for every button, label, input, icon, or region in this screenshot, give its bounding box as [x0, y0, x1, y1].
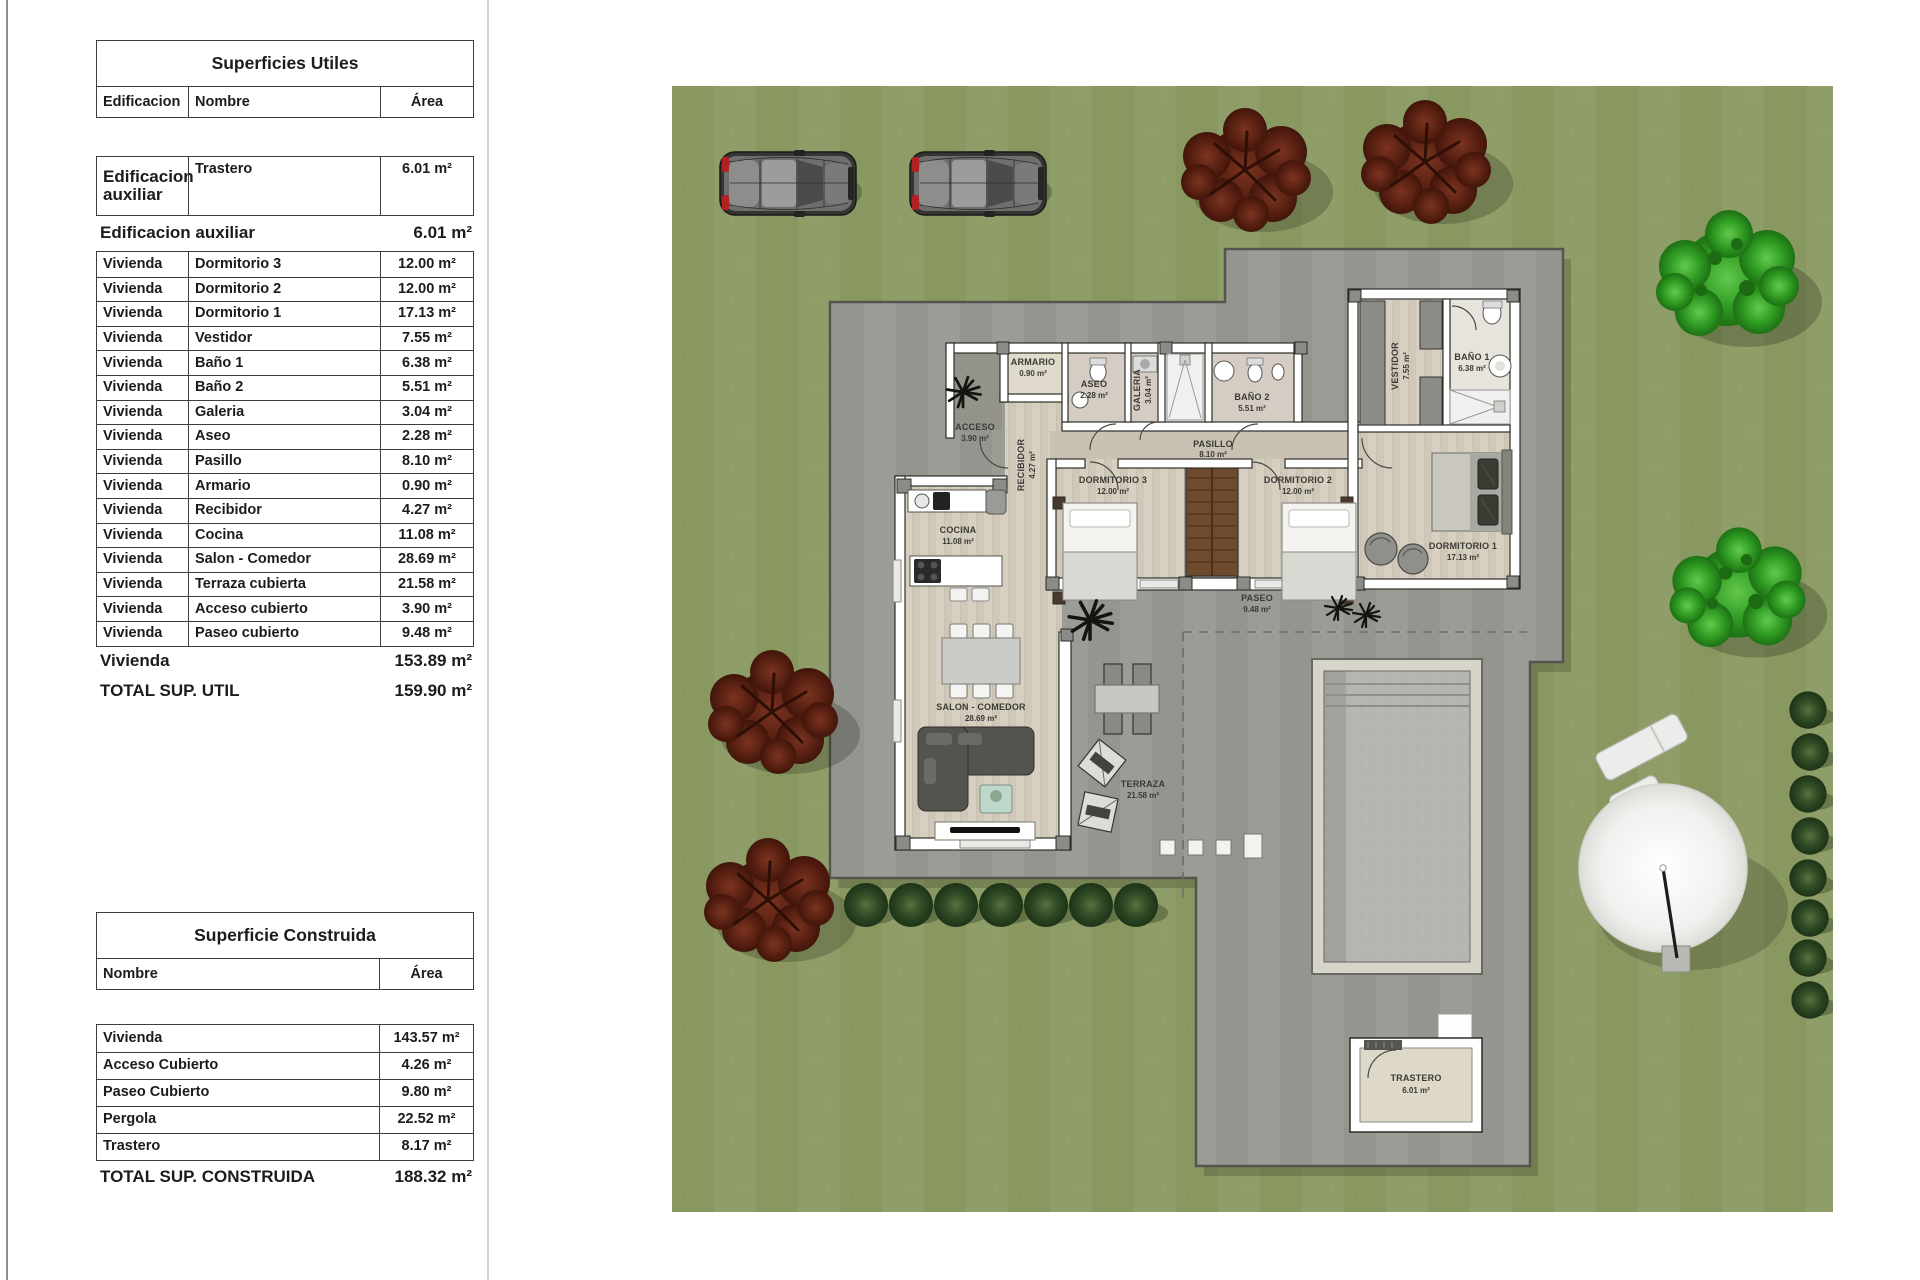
cell-nombre: Galeria [189, 401, 381, 425]
cell-edificacion: Vivienda [97, 278, 189, 302]
dining-set [942, 624, 1020, 698]
cell-area: 4.26 m² [401, 1057, 452, 1074]
group-row-vivienda [96, 647, 474, 675]
col-edificacion: Edificacion [97, 87, 189, 117]
cell-area: 28.69 m² [397, 551, 457, 568]
group-value: 153.89 m² [394, 651, 472, 670]
pool [1312, 659, 1482, 974]
label-recibidor: RECIBIDOR [1016, 438, 1026, 492]
label-galeria-area: 3.04 m² [1144, 376, 1153, 404]
cell-edificacion: Vivienda [97, 499, 189, 523]
total-value: 188.32 m² [394, 1167, 472, 1186]
cell-area: 3.90 m² [402, 600, 452, 617]
cell-area: 17.13 m² [397, 305, 457, 322]
cell-nombre: Dormitorio 2 [189, 278, 381, 302]
label-dorm1: DORMITORIO 1 [1428, 541, 1498, 551]
cell-edificacion: Vivienda [97, 597, 189, 621]
label-aseo-area: 2.28 m² [1080, 391, 1108, 400]
utiles-aux-row [96, 156, 474, 216]
group-value: 6.01 m² [413, 223, 472, 242]
cell-area: 8.17 m² [401, 1138, 452, 1155]
group-row-aux [96, 219, 474, 247]
cell-edificacion: Vivienda [97, 450, 189, 474]
cell-area: 5.51 m² [402, 379, 452, 396]
label-paseo: PASEO [1241, 593, 1273, 603]
car-1 [720, 150, 862, 217]
label-galeria: GALERIA [1132, 369, 1142, 411]
cell-nombre: Paseo cubierto [189, 622, 381, 646]
label-paseo-area: 9.48 m² [1243, 605, 1271, 614]
label-recibidor-area: 4.27 m² [1028, 451, 1037, 479]
label-bano2: BAÑO 2 [1234, 392, 1270, 402]
cell-nombre: Trastero [189, 157, 381, 215]
label-armario-area: 0.90 m² [1019, 369, 1047, 378]
utiles-columns [97, 87, 473, 117]
bed-dorm2 [1282, 497, 1356, 604]
cell-area: 9.48 m² [402, 625, 452, 642]
label-terraza-area: 21.58 m² [1126, 791, 1160, 800]
label-cocina-area: 11.08 m² [942, 537, 974, 546]
cell-edificacion: Vivienda [97, 573, 189, 597]
cell-area: 22.52 m² [397, 1111, 456, 1128]
cell-nombre: Dormitorio 3 [189, 252, 381, 277]
cell-nombre: Armario [189, 474, 381, 498]
label-vestidor: VESTIDOR [1390, 342, 1400, 390]
cell-nombre: Acceso Cubierto [97, 1053, 380, 1079]
label-armario: ARMARIO [1010, 357, 1056, 367]
cell-nombre: Baño 1 [189, 351, 381, 375]
total-label: TOTAL SUP. CONSTRUIDA [100, 1167, 316, 1186]
utiles-title: Superficies Utiles [97, 41, 473, 87]
cell-nombre: Acceso cubierto [189, 597, 381, 621]
col-area: Área [410, 966, 443, 982]
cell-nombre: Paseo Cubierto [97, 1080, 380, 1106]
col-nombre: Nombre [189, 87, 381, 117]
cell-area: 21.58 m² [397, 575, 457, 592]
construida-title: Superficie Construida [97, 913, 473, 959]
cell-area: 8.10 m² [402, 452, 452, 469]
label-bano1: BAÑO 1 [1454, 352, 1490, 362]
bed-dorm1 [1432, 450, 1512, 534]
cell-area: 12.00 m² [397, 280, 457, 297]
left-page [8, 0, 487, 1280]
cell-edificacion: Vivienda [97, 524, 189, 548]
label-acceso: ACCESO [955, 422, 995, 432]
cell-edificacion: Vivienda [97, 252, 189, 277]
label-aseo: ASEO [1080, 379, 1108, 389]
cell-area: 6.01 m² [402, 161, 452, 177]
cell-area: 6.38 m² [402, 354, 452, 371]
cell-nombre: Aseo [189, 425, 381, 449]
cell-edificacion: Vivienda [97, 351, 189, 375]
label-cocina: COCINA [939, 525, 977, 535]
cell-edificacion: Vivienda [97, 302, 189, 326]
label-bano1-area: 6.38 m² [1458, 364, 1486, 373]
cell-area: 143.57 m² [393, 1029, 460, 1046]
cell-nombre: Recibidor [189, 499, 381, 523]
label-vestidor-area: 7.55 m² [1402, 352, 1411, 380]
label-trastero-area: 6.01 m² [1402, 1086, 1430, 1095]
site-plan [672, 86, 1833, 1212]
utiles-table-header [96, 40, 474, 118]
total-sup-util-row [96, 676, 474, 706]
label-bano2-area: 5.51 m² [1238, 404, 1266, 413]
cell-nombre: Vivienda [97, 1025, 380, 1052]
label-acceso-area: 3.90 m² [961, 434, 989, 443]
cell-area: 7.55 m² [402, 329, 452, 346]
cell-nombre: Cocina [189, 524, 381, 548]
label-dorm1-area: 17.13 m² [1446, 553, 1480, 562]
label-trastero: TRASTERO [1390, 1073, 1442, 1083]
cell-nombre: Baño 2 [189, 376, 381, 400]
label-dorm2: DORMITORIO 2 [1263, 475, 1333, 485]
construida-columns [97, 959, 473, 989]
cell-edificacion: Vivienda [97, 548, 189, 572]
label-dorm2-area: 12.00 m² [1281, 487, 1315, 496]
cell-edificacion: Vivienda [97, 425, 189, 449]
label-dorm3: DORMITORIO 3 [1078, 475, 1148, 485]
cell-nombre: Trastero [97, 1134, 380, 1160]
cell-area: 3.04 m² [402, 403, 452, 420]
cell-area: 9.80 m² [401, 1084, 452, 1101]
car-2 [910, 150, 1052, 217]
label-salon-area: 28.69 m² [964, 714, 998, 723]
bed-dorm3 [1053, 497, 1137, 604]
label-pasillo: PASILLO [1193, 439, 1233, 449]
group-label: Edificacion auxiliar [100, 223, 255, 242]
label-salon: SALON - COMEDOR [936, 702, 1026, 712]
cell-edificacion: Vivienda [97, 376, 189, 400]
col-nombre: Nombre [97, 959, 380, 989]
cell-nombre: Terraza cubierta [189, 573, 381, 597]
cell-area: 12.00 m² [397, 255, 457, 272]
construida-rows [96, 1024, 474, 1161]
label-dorm3-area: 12.00 m² [1096, 487, 1130, 496]
cell-area: 2.28 m² [402, 428, 452, 445]
cell-area: 11.08 m² [398, 526, 456, 543]
cell-nombre: Dormitorio 1 [189, 302, 381, 326]
group-label: Vivienda [100, 651, 170, 670]
cell-edificacion: Vivienda [97, 474, 189, 498]
total-value: 159.90 m² [394, 681, 472, 700]
cell-edificacion: Vivienda [97, 401, 189, 425]
cell-nombre: Salon - Comedor [189, 548, 381, 572]
cell-area: 0.90 m² [402, 477, 452, 494]
label-pasillo-area: 8.10 m² [1199, 450, 1227, 459]
built-in-wardrobe [1186, 468, 1238, 576]
cell-nombre: Vestidor [189, 327, 381, 351]
page-edge-line [487, 0, 489, 1280]
cell-edificacion: Vivienda [97, 622, 189, 646]
label-terraza: TERRAZA [1120, 779, 1166, 789]
utiles-vivienda-rows [96, 251, 474, 647]
cell-edificacion: Edificacion auxiliar [97, 157, 189, 215]
col-area: Área [410, 94, 444, 110]
total-sup-construida-row [96, 1162, 474, 1192]
cell-nombre: Pergola [97, 1107, 380, 1133]
construida-table-header [96, 912, 474, 990]
cell-edificacion: Vivienda [97, 327, 189, 351]
cell-area: 4.27 m² [402, 502, 452, 519]
total-label: TOTAL SUP. UTIL [100, 681, 240, 700]
cell-nombre: Pasillo [189, 450, 381, 474]
